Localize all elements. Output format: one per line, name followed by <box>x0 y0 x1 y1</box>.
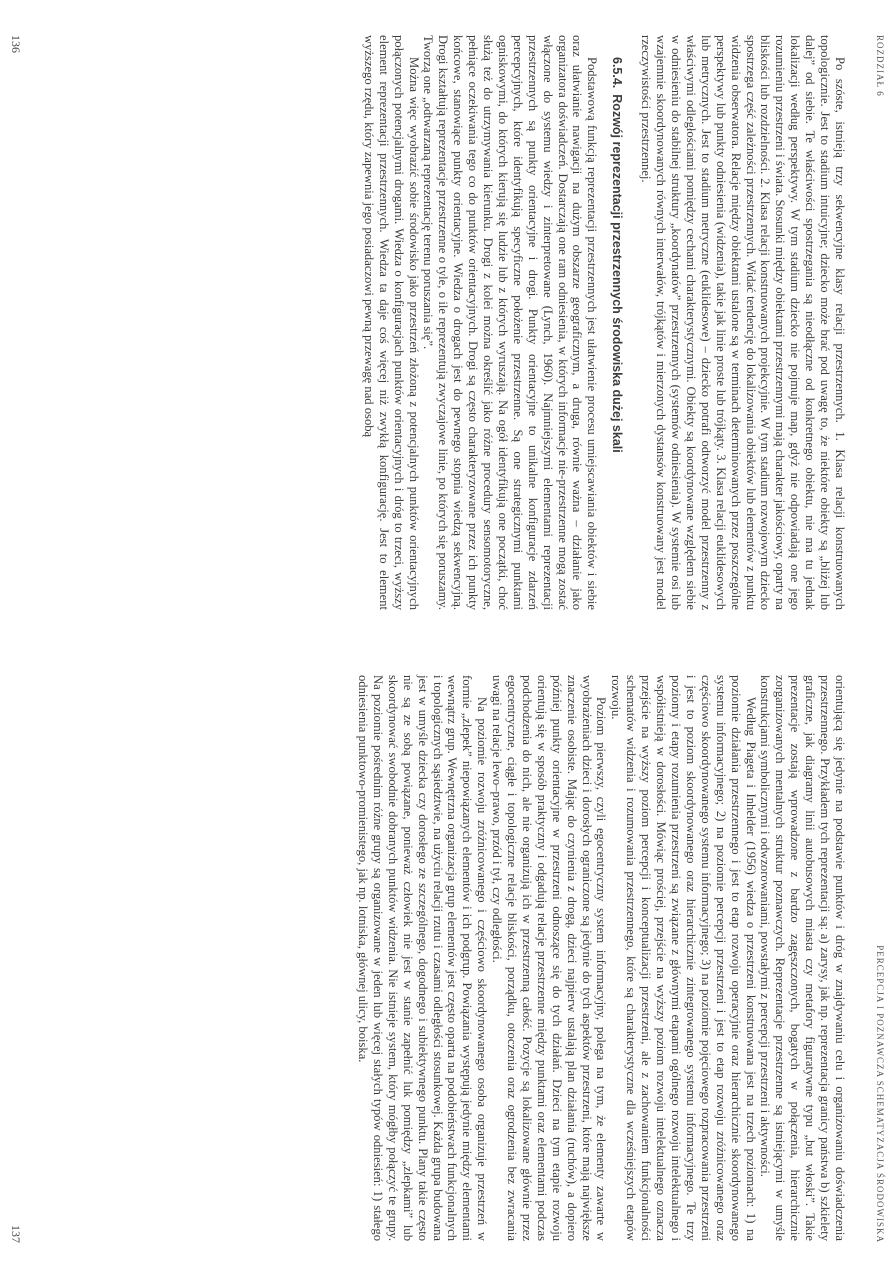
page-number-left: 136 <box>9 35 23 53</box>
paragraph-landmark-configurations: Można więc wyobrazić sobie środowisko jako przestrzeń złożoną z potencjalnych punktów orientacyjnych połączonych potencjalnymi drogami. Wiedza o konfiguracjach punktów orientacyjnych i dróg to trzeci, wyższy element reprezentacji przestrzennych. Wiedza ta daje coś więcej niż zwykłą konfigurację. Jest to element wyższego rzędu, który zapewnia jego posiadaczowi pewną przewagę nad osobą <box>361 35 421 610</box>
running-header-right: PERCEPCJA I POZNAWCZA SCHEMATYZACJA ŚRODOWISKA <box>875 945 885 1243</box>
paragraph-spatial-relations: Po szóste, istnieją trzy sekwencyjne klasy relacji przestrzennych. 1. Klasa relacji konstruowanych topologicznie. Jest to stadium intuicyjne; dziecko może brać pod uwagę to, że niektóre obiekty są „bliżej lub dalej” od siebie. Te właściwości spostrzegania są nieodłączne od konkretnego obiektu, nie ma tu jednak lokalizacji według perspektywy. W tym stadium dziecko nie pojmuje map, gdyż nie odpowiadają one jego rozumieniu przestrzeni i świata. Stosunki między obiektami przestrzennymi mają charakter jakościowy, oparty na bliskości lub rozdzielności. 2. Klasa relacji konstruowanych projekcyjnie. W tym stadium rozwojowym dziecko spostrzega część zależności przestrzennych. Widać tendencję do lokalizowania obiektów lub elementów z punktu widzenia obserwatora. Relacje między obiektami ustalone są w terminach determinowanych przez poszczególne perspektywy lub punkty odniesienia (widzenia), takie jak linie proste lub trójkąty. 3. Klasa relacji euklidesowych lub metrycznych. Jest to stadium metryczne (euklidesowe) – dziecko potrafi odtworzyć model przestrzenny z właściwymi odległościami pomiędzy cechami charakterystycznymi. Obiekty są koordynowane względem siebie w odniesieniu do stabilnej struktury „koordynatów” przestrzennych (systemów odniesienia). W systemie osi lub wzajemnie skoordynowanych równych interwałów, trójkątów i mierzonych dystansów konstruowany jest model rzeczywistości przestrzennej. <box>639 35 847 610</box>
paragraph-representation-function: Podstawową funkcją reprezentacji przestrzennych jest ułatwienie procesu umiejscawiania obiektów i siebie oraz ułatwianie nawigacji na dużym obszarze geograficznym, a druga, równie ważna – działanie jako organizatora doświadczeń. Dostarczają one ram odniesienia, w których informacje nie-przestrzenne mogą zostać włączone do systemu wiedzy i zinterpretowane (Lynch, 1960). Najmniejszymi elementami reprezentacji przestrzennych są punkty orientacyjne i drogi. Punkty orientacyjne to unikalne konfiguracje zdarzeń percepcyjnych, które identyfikują specyficzne położenie przestrzenne. Są one strategicznymi punktami ogniskowymi, do których kierują się ludzie lub z których wyruszają. Na ogół identyfikują one początki, choć służą też do utrzymywania kierunku. Drogi z kolei można określić jako różne procedury sensomotoryczne, pełniące oczekiwania tego co do punktów orientacyjnych. Drogi są często charakteryzowane przez ich punkty końcowe, stanowiące punkty orientacyjne. Wiedza o drogach jest do pewnego stopnia wiedzą sekwencyjną. Drogi kształtują reprezentacje przestrzenne o tyle, o ile reprezentują zwyczajowe linie, po których się poruszamy. Tworzą one „odtwarzaną reprezentację terenu poruszania się”. <box>421 35 600 610</box>
left-page <box>0 0 893 620</box>
left-page-body <box>361 35 847 610</box>
section-heading <box>609 35 624 610</box>
right-page <box>0 635 893 1263</box>
page-number-right: 137 <box>9 1225 23 1243</box>
section-title: Rozwój reprezentacji przestrzennych środowiska dużej skali <box>610 94 625 453</box>
paragraph-egocentric-level: Poziom pierwszy, czyli egocentryczny system informacyjny, polega na tym, że elementy zawarte w wyobrażeniach dzieci i dorosłych ograniczone są jedynie do tych aspektów przestrzeni, które mają największe znaczenie osobiste. Mając do czynienia z drogą, dzieci najpierw ustalają plan działania (ruchów), a dopiero później punkty orientacyjne w przestrzeni odnoszące się do tych działań. Dzieci na tym etapie rozwoju orientują się w sposób praktyczny i odgadują relacje przestrzenne między punktami oraz elementami podczas podchodzenia do nich, ale nie organizują ich w przestrzenną całość. Pozycje są lokalizowane głównie przez egocentryczne, ciągłe i topologiczne relacje bliskości, porządku, otoczenia oraz ogrodzenia bez zwracania uwagi na relacje lewo–prawo, przód i tył, czy odległości. <box>490 675 609 1241</box>
right-page-body <box>355 675 847 1241</box>
running-header-left: ROZDZIAŁ 6 <box>875 35 885 97</box>
paragraph-differentiated-level: Na poziomie rozwoju zróżnicowanego i częściowo skoordynowanego osoba organizuje przestrzeń w formie „zlepek” niepowiązanych elementów i ich podgrup. Powiązania występują jedynie między elementami wewnątrz grup. Wewnętrzna organizacja grup elementów jest często oparta na podobieństwach funkcjonalnych i topologicznych sąsiedztwie, na użyciu relacji rzutu i czasami odległości stosunkowej. Każda grupa budowana jest w umyśle dziecka czy dorosłego ze szczególnego, dogodnego i subiektywnego punktu. Plany takie często nie są ze sobą powiązane, ponieważ człowiek nie jest w stanie zapełnić luk pomiędzy „zlepkami” lub skoordynować swobodnie dobranych punktów widzenia. Nie istnieje system, który mógłby połączyć te grupy. Na poziomie pośrednim różne grupy są organizowane w jeden lub więcej stałych typów odniesień: 1) stałego odniesienia punktowo-promienistego, jak np. lotniska, głównej ulicy, boiska. <box>356 675 490 1241</box>
paragraph-continuation: orientującą się jedynie na podstawie punktów i dróg w znajdywaniu celu i organizowaniu doświadczenia przestrzennego. Przykładem tych reprezentacji są: a) zarysy, jak np. reprezentacja granicy państwa b) szkielety graficzne, jak diagramy linii autobusowych miasta czy metafory figuratywne typu „but włoski”. Takie prezentacje zostają wprowadzone z bardzo zagęszczonych, bogatych w połączenia, hierarchicznie zorganizowanych mentalnych struktur poznawczych. Reprezentacje przestrzenne są istniejącymi w umyśle konstrukcjami symbolicznymi i odwzorowaniami, powstałymi z percepcji przestrzeni i aktywności. <box>758 675 847 1241</box>
paragraph-piaget-levels: Według Piageta i Inhelder (1956) wiedza o przestrzeni konstruowana jest na trzech poziomach: 1) na poziomie działania przestrzennego i jest to etap rozwoju operacyjnie oraz hierarchicznie skoordynowanego systemu informacyjnego; 2) na poziomie percepcji przestrzeni i jest to etap rozwoju zróżnicowanego oraz częściowo skoordynowanego systemu informacyjnego; 3) na poziomie pojęciowego rozpracowania przestrzeni i jest to poziom skoordynowanego oraz hierarchicznie zintegrowanego systemu informacyjnego. Te trzy poziomy i etapy rozumienia przestrzeni są związane z głównymi etapami ogólnego rozwoju intelektualnego i współistnieją w dorosłości. Mówiąc prościej, przejście na wyższy poziom rozwoju intelektualnego oznacza przejście na wyższy poziom percepcji i konceptualizacji przestrzeni, ale z zachowaniem funkcjonalności schematów widzenia i rozumowania przestrzennego, które są charakterystyczne dla wcześniejszych etapów rozwoju. <box>609 675 758 1241</box>
section-number: 6.5.4. <box>610 57 625 89</box>
